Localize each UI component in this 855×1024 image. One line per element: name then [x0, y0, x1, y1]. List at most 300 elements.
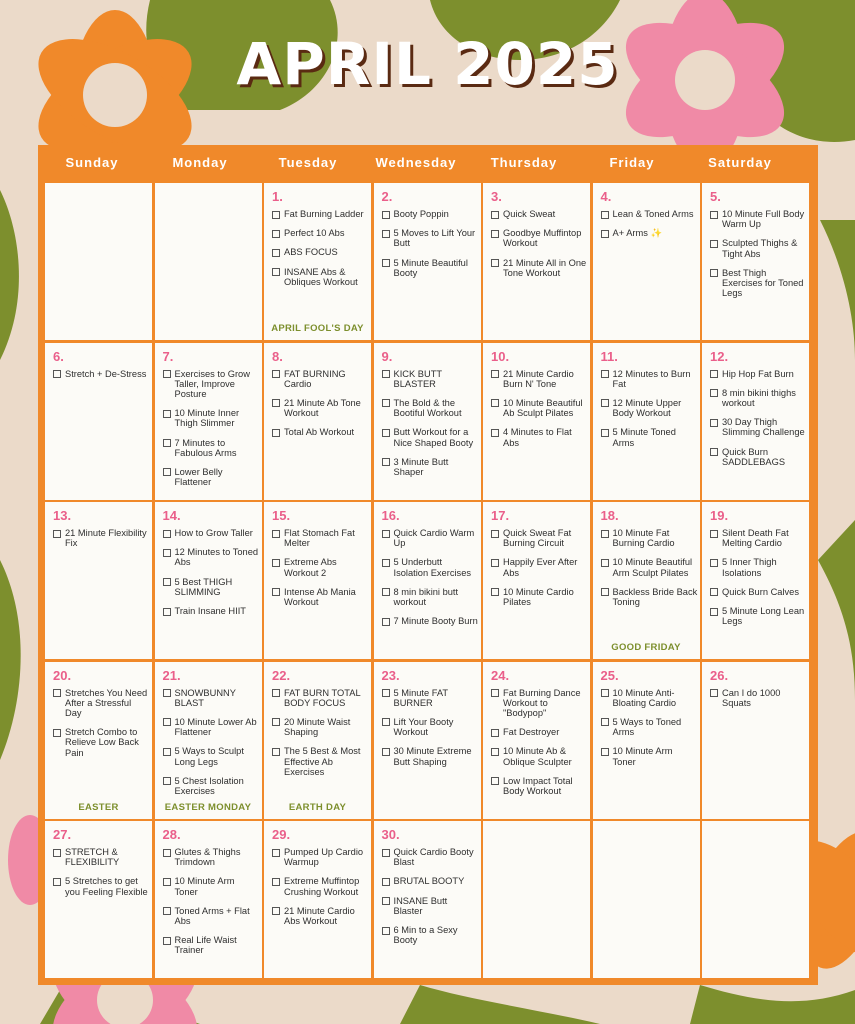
checkbox[interactable]: [163, 468, 171, 476]
day-number: 1.: [272, 189, 283, 204]
checkbox[interactable]: [382, 559, 390, 567]
day-number: 17.: [491, 508, 510, 523]
workout-item: [601, 528, 698, 548]
day-number: 7.: [162, 348, 174, 364]
workout-label: INSANE Abs & Obliques Workout: [284, 266, 358, 287]
workout-list: [53, 369, 150, 388]
checkbox[interactable]: [601, 689, 609, 697]
workout-label: 21 Minute Ab Tone Workout: [284, 397, 361, 419]
checkbox[interactable]: [382, 878, 390, 886]
workout-item: [53, 528, 150, 548]
workout-label: Hip Hop Fat Burn: [722, 368, 794, 379]
checkbox[interactable]: [382, 230, 390, 238]
workout-list: [710, 528, 807, 635]
weekday-wednesday: Wednesday: [375, 155, 457, 170]
day-cell: [45, 343, 152, 500]
workout-item: [601, 398, 698, 418]
workout-label: A+ Arms ✨: [612, 228, 663, 239]
workout-item: [53, 369, 150, 379]
checkbox[interactable]: [601, 211, 609, 219]
checkbox[interactable]: [710, 389, 718, 397]
workout-label: Train Insane HIIT: [174, 606, 246, 617]
workout-label: ABS FOCUS: [284, 247, 338, 258]
checkbox[interactable]: [491, 588, 499, 596]
workout-label: 30 Day Thigh Slimming Challenge: [722, 417, 805, 438]
checkbox[interactable]: [710, 269, 718, 277]
day-number: 8.: [272, 348, 283, 364]
checkbox[interactable]: [710, 448, 718, 456]
workout-label: 8 min bikini butt workout: [393, 586, 459, 608]
checkbox[interactable]: [710, 211, 718, 219]
checkbox[interactable]: [272, 230, 280, 238]
empty-cell: [702, 821, 809, 978]
checkbox[interactable]: [382, 718, 390, 726]
day-number: 21.: [162, 667, 181, 683]
checkbox[interactable]: [710, 419, 718, 427]
day-number: 4.: [600, 189, 612, 204]
day-number: 15.: [272, 508, 291, 523]
workout-item: [491, 427, 588, 447]
workout-item: [710, 606, 807, 626]
workout-item: [163, 935, 260, 955]
workout-label: 5 Chest Isolation Exercises: [174, 775, 244, 796]
workout-label: 21 Minute Cardio Burn N' Tone: [503, 368, 574, 389]
day-cell: [155, 662, 262, 819]
calendar-grid: [45, 183, 811, 978]
checkbox[interactable]: [382, 689, 390, 697]
checkbox[interactable]: [272, 718, 280, 726]
checkbox[interactable]: [163, 439, 171, 447]
checkbox[interactable]: [491, 559, 499, 567]
day-cell: [264, 502, 371, 659]
day-cell: [483, 343, 590, 500]
workout-label: Quick Sweat Fat Burning Circuit: [503, 528, 572, 549]
holiday-label: EARTH DAY: [288, 801, 347, 813]
checkbox[interactable]: [491, 777, 499, 785]
day-number: 13.: [53, 508, 72, 523]
workout-label: Butt Workout for a Nice Shaped Booty: [393, 427, 474, 448]
workout-item: [710, 209, 807, 229]
workout-label: 5 Minute Long Lean Legs: [722, 606, 805, 627]
workout-item: [272, 717, 369, 737]
workout-item: [710, 587, 807, 597]
workout-item: [491, 746, 588, 766]
checkbox[interactable]: [382, 458, 390, 466]
workout-list: [382, 209, 479, 287]
checkbox[interactable]: [163, 578, 171, 586]
workout-label: 10 Minute Inner Thigh Slimmer: [174, 408, 240, 429]
workout-label: The 5 Best & Most Effective Ab Exercises: [284, 746, 361, 777]
workout-list: [163, 688, 260, 806]
workout-label: Glutes & Thighs Trimdown: [174, 847, 241, 868]
workout-item: [491, 398, 588, 418]
workout-label: Lift Your Booty Workout: [393, 716, 454, 738]
workout-list: [382, 528, 479, 635]
workout-label: Quick Cardio Booty Blast: [393, 847, 474, 868]
workout-item: [163, 369, 260, 400]
day-number: 22.: [272, 667, 291, 683]
empty-cell: [45, 183, 152, 340]
day-number: 26.: [710, 667, 729, 683]
checkbox[interactable]: [601, 530, 609, 538]
workout-label: 4 Minutes to Flat Abs: [503, 427, 572, 448]
checkbox[interactable]: [53, 878, 61, 886]
workout-list: [710, 209, 807, 307]
workout-label: Stretch + De-Stress: [65, 368, 147, 379]
workout-label: Can I do 1000 Squats: [722, 687, 781, 708]
day-cell: [702, 343, 809, 500]
workout-item: [272, 398, 369, 418]
checkbox[interactable]: [163, 718, 171, 726]
checkbox[interactable]: [601, 230, 609, 238]
workout-label: Intense Ab Mania Workout: [284, 586, 356, 608]
day-cell: [45, 662, 152, 819]
checkbox[interactable]: [601, 370, 609, 378]
workout-label: SNOWBUNNY BLAST: [174, 687, 236, 708]
checkbox[interactable]: [710, 370, 718, 378]
workout-item: [272, 427, 369, 437]
workout-label: Real Life Waist Trainer: [174, 935, 237, 956]
checkbox[interactable]: [491, 259, 499, 267]
page-title: APRIL 2025: [236, 30, 619, 98]
day-number: 28.: [162, 827, 181, 842]
checkbox[interactable]: [382, 849, 390, 857]
checkbox[interactable]: [601, 748, 609, 756]
workout-list: [272, 847, 369, 935]
checkbox[interactable]: [272, 907, 280, 915]
day-cell: [593, 343, 700, 500]
checkbox[interactable]: [710, 240, 718, 248]
workout-list: [272, 369, 369, 447]
empty-cell: [155, 183, 262, 340]
workout-label: Fat Destroyer: [503, 727, 560, 738]
checkbox[interactable]: [382, 530, 390, 538]
weekday-sunday: Sunday: [65, 155, 119, 170]
checkbox[interactable]: [382, 927, 390, 935]
workout-label: Lean & Toned Arms: [612, 209, 694, 219]
workout-list: [491, 688, 588, 806]
workout-item: [382, 457, 479, 477]
workout-label: Total Ab Workout: [284, 427, 355, 438]
workout-item: [601, 688, 698, 708]
checkbox[interactable]: [491, 748, 499, 756]
workout-label: 5 Minute Toned Arms: [612, 427, 676, 448]
workout-item: [382, 528, 479, 548]
workout-label: 6 Min to a Sexy Booty: [393, 925, 458, 946]
day-cell: [483, 183, 590, 340]
holiday-label: APRIL FOOL'S DAY: [271, 323, 364, 334]
workout-item: [601, 209, 698, 219]
workout-list: [491, 369, 588, 457]
checkbox[interactable]: [601, 588, 609, 596]
checkbox[interactable]: [272, 878, 280, 886]
workout-label: 5 Best THIGH SLIMMING: [174, 576, 233, 597]
day-number: 5.: [710, 189, 721, 204]
workout-item: [163, 438, 260, 458]
workout-item: [382, 398, 479, 418]
day-cell: [702, 662, 809, 819]
checkbox[interactable]: [53, 530, 61, 538]
checkbox[interactable]: [710, 559, 718, 567]
workout-list: [710, 369, 807, 476]
checkbox[interactable]: [601, 429, 609, 437]
workout-item: [382, 717, 479, 737]
workout-list: [53, 847, 150, 906]
day-number: 19.: [710, 508, 729, 523]
checkbox[interactable]: [382, 259, 390, 267]
checkbox[interactable]: [272, 211, 280, 219]
workout-item: [382, 587, 479, 607]
workout-label: 10 Minute Cardio Pilates: [503, 586, 574, 608]
day-number: 6.: [53, 348, 64, 364]
day-number: 9.: [381, 348, 393, 364]
checkbox[interactable]: [272, 530, 280, 538]
checkbox[interactable]: [163, 937, 171, 945]
checkbox[interactable]: [491, 530, 499, 538]
day-number: 3.: [491, 189, 502, 204]
holiday-label: EASTER: [78, 801, 119, 813]
workout-label: 5 Inner Thigh Isolations: [722, 557, 777, 578]
workout-item: [601, 557, 698, 577]
workout-item: [382, 557, 479, 577]
checkbox[interactable]: [272, 849, 280, 857]
checkbox[interactable]: [272, 399, 280, 407]
checkbox[interactable]: [163, 608, 171, 616]
workout-item: [710, 238, 807, 258]
checkbox[interactable]: [382, 588, 390, 596]
workout-item: [710, 557, 807, 577]
workout-item: [53, 727, 150, 758]
checkbox[interactable]: [710, 608, 718, 616]
workout-item: [272, 228, 369, 238]
checkbox[interactable]: [272, 429, 280, 437]
day-number: 10.: [491, 348, 510, 364]
workout-item: [491, 727, 588, 737]
workout-item: [601, 587, 698, 607]
workout-label: 10 Minute Anti-Bloating Cardio: [612, 687, 677, 708]
day-cell: [374, 183, 481, 340]
checkbox[interactable]: [53, 689, 61, 697]
workout-list: [163, 528, 260, 625]
workout-label: Toned Arms + Flat Abs: [174, 905, 250, 927]
checkbox[interactable]: [272, 559, 280, 567]
weekday-header: [38, 145, 818, 181]
workout-item: [382, 746, 479, 766]
checkbox[interactable]: [163, 689, 171, 697]
workout-list: [601, 209, 698, 247]
workout-label: BRUTAL BOOTY: [393, 876, 465, 887]
workout-label: Fat Burning Ladder: [284, 209, 364, 219]
workout-label: Low Impact Total Body Workout: [503, 775, 573, 796]
checkbox[interactable]: [601, 559, 609, 567]
workout-label: 12 Minutes to Burn Fat: [612, 368, 691, 389]
workout-item: [491, 209, 588, 219]
day-cell: [593, 502, 700, 659]
workout-item: [710, 528, 807, 548]
checkbox[interactable]: [163, 410, 171, 418]
workout-list: [382, 847, 479, 954]
checkbox[interactable]: [491, 399, 499, 407]
green-wave: [400, 985, 600, 1024]
day-number: 2.: [381, 189, 393, 204]
workout-label: Quick Burn Calves: [722, 586, 799, 597]
workout-label: Quick Burn SADDLEBAGS: [722, 446, 786, 467]
day-cell: [702, 183, 809, 340]
workout-item: [272, 587, 369, 607]
checkbox[interactable]: [710, 530, 718, 538]
day-number: 16.: [381, 508, 400, 523]
checkbox[interactable]: [491, 211, 499, 219]
workout-item: [272, 369, 369, 389]
workout-label: 7 Minute Booty Burn: [393, 616, 478, 627]
checkbox[interactable]: [491, 370, 499, 378]
workout-item: [272, 847, 369, 867]
checkbox[interactable]: [272, 249, 280, 257]
workout-item: [272, 906, 369, 926]
workout-label: 21 Minute Flexibility Fix: [65, 528, 147, 549]
checkbox[interactable]: [382, 399, 390, 407]
workout-item: [382, 876, 479, 886]
checkbox[interactable]: [272, 689, 280, 697]
day-number: 30.: [381, 827, 400, 842]
green-wave: [818, 520, 855, 700]
checkbox[interactable]: [491, 230, 499, 238]
workout-list: [382, 369, 479, 487]
workout-label: Lower Belly Flattener: [174, 466, 223, 488]
checkbox[interactable]: [710, 588, 718, 596]
checkbox[interactable]: [272, 370, 280, 378]
workout-item: [710, 447, 807, 467]
workout-label: FAT BURN TOTAL BODY FOCUS: [284, 687, 361, 708]
workout-label: INSANE Butt Blaster: [393, 895, 448, 916]
checkbox[interactable]: [53, 729, 61, 737]
workout-label: The Bold & the Bootiful Workout: [393, 397, 462, 419]
workout-item: [163, 688, 260, 708]
empty-cell: [483, 821, 590, 978]
checkbox[interactable]: [382, 748, 390, 756]
checkbox[interactable]: [491, 689, 499, 697]
workout-label: KICK BUTT BLASTER: [393, 368, 442, 389]
checkbox[interactable]: [272, 268, 280, 276]
workout-item: [53, 876, 150, 896]
workout-label: Quick Sweat: [503, 209, 556, 219]
workout-item: [163, 577, 260, 597]
checkbox[interactable]: [163, 549, 171, 557]
workout-label: 10 Minute Full Body Warm Up: [722, 209, 805, 230]
empty-cell: [593, 821, 700, 978]
workout-item: [382, 847, 479, 867]
workout-list: [272, 528, 369, 616]
checkbox[interactable]: [272, 748, 280, 756]
checkbox[interactable]: [163, 907, 171, 915]
day-number: 27.: [53, 827, 72, 842]
workout-item: [382, 688, 479, 708]
workout-item: [382, 228, 479, 248]
checkbox[interactable]: [382, 897, 390, 905]
workout-label: 12 Minute Upper Body Workout: [612, 397, 682, 419]
checkbox[interactable]: [491, 429, 499, 437]
workout-item: [382, 616, 479, 626]
workout-label: 10 Minute Lower Ab Flattener: [174, 716, 257, 738]
day-cell: [155, 821, 262, 978]
green-wave: [820, 220, 855, 360]
workout-label: Goodbye Muffintop Workout: [503, 228, 582, 249]
workout-item: [163, 467, 260, 487]
day-cell: [593, 183, 700, 340]
checkbox[interactable]: [710, 689, 718, 697]
workout-label: FAT BURNING Cardio: [284, 368, 346, 389]
checkbox[interactable]: [272, 588, 280, 596]
workout-label: Exercises to Grow Taller, Improve Posture: [174, 368, 250, 399]
day-cell: [155, 502, 262, 659]
workout-item: [382, 925, 479, 945]
workout-item: [601, 746, 698, 766]
weekday-friday: Friday: [609, 155, 655, 170]
workout-item: [710, 268, 807, 299]
checkbox[interactable]: [163, 530, 171, 538]
workout-list: [491, 528, 588, 616]
workout-item: [491, 688, 588, 719]
checkbox[interactable]: [382, 370, 390, 378]
workout-list: [601, 369, 698, 457]
workout-label: Flat Stomach Fat Melter: [284, 528, 355, 549]
workout-item: [272, 557, 369, 577]
workout-list: [272, 209, 369, 296]
day-cell: [483, 662, 590, 819]
workout-list: [491, 209, 588, 287]
checkbox[interactable]: [601, 399, 609, 407]
day-number: 11.: [600, 348, 618, 364]
checkbox[interactable]: [53, 849, 61, 857]
workout-label: 21 Minute Cardio Abs Workout: [284, 905, 355, 927]
workout-label: Perfect 10 Abs: [284, 228, 345, 239]
checkbox[interactable]: [53, 370, 61, 378]
weekday-saturday: Saturday: [708, 155, 772, 170]
day-cell: [374, 662, 481, 819]
workout-label: 5 Moves to Lift Your Butt: [393, 228, 476, 249]
checkbox[interactable]: [163, 878, 171, 886]
checkbox[interactable]: [491, 729, 499, 737]
green-wave: [0, 190, 19, 360]
checkbox[interactable]: [601, 718, 609, 726]
workout-item: [601, 717, 698, 737]
workout-label: 5 Underbutt Isolation Exercises: [393, 557, 472, 578]
day-number: 24.: [491, 667, 510, 683]
workout-item: [53, 688, 150, 719]
checkbox[interactable]: [163, 748, 171, 756]
workout-label: 5 Stretches to get you Feeling Flexible: [65, 876, 148, 897]
checkbox[interactable]: [382, 618, 390, 626]
workout-item: [491, 369, 588, 389]
workout-item: [272, 876, 369, 896]
workout-list: [53, 688, 150, 767]
checkbox[interactable]: [163, 849, 171, 857]
checkbox[interactable]: [382, 429, 390, 437]
day-cell: [374, 502, 481, 659]
workout-label: 7 Minutes to Fabulous Arms: [174, 437, 237, 458]
workout-item: [601, 427, 698, 447]
workout-label: 5 Minute FAT BURNER: [393, 687, 448, 708]
workout-label: Happily Ever After Abs: [503, 557, 578, 578]
workout-item: [272, 688, 369, 708]
workout-label: 10 Minute Ab & Oblique Sculpter: [503, 746, 572, 767]
checkbox[interactable]: [163, 777, 171, 785]
workout-label: Silent Death Fat Melting Cardio: [722, 528, 789, 549]
workout-label: Booty Poppin: [393, 209, 449, 219]
checkbox[interactable]: [382, 211, 390, 219]
checkbox[interactable]: [163, 370, 171, 378]
workout-label: Quick Cardio Warm Up: [393, 528, 475, 549]
